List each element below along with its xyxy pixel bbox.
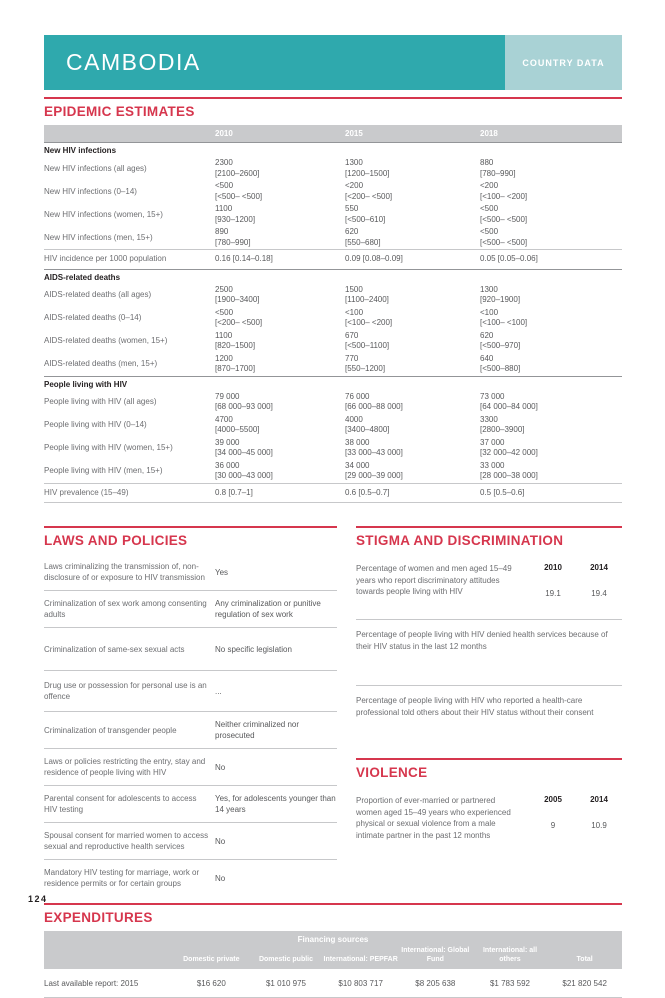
expenditure-value: $10 803 717 <box>338 979 383 988</box>
estimate-value: <500 <box>480 204 499 213</box>
law-value: No <box>215 762 226 772</box>
estimate-range: [64 000–84 000] <box>480 402 538 411</box>
estimate-value: <500 <box>215 181 234 190</box>
laws-row <box>44 671 337 712</box>
estimate-value: 1100 <box>215 330 233 340</box>
two-column-area <box>44 519 622 896</box>
year-header: 2014 <box>590 563 608 572</box>
estimate-value: <500 <box>215 307 234 317</box>
law-label: Criminalization of sex work among consenting adults <box>44 599 207 619</box>
page-number: 124 <box>28 894 48 904</box>
row-label: AIDS-related deaths (women, 15+) <box>44 336 168 345</box>
value-cell <box>480 254 622 265</box>
estimate-value: 1100 <box>215 204 233 213</box>
table-row <box>44 249 622 269</box>
estimate-range: [29 000–39 000] <box>345 471 403 480</box>
row-label: HIV prevalence (15–49) <box>44 487 129 497</box>
country-data-badge: COUNTRY DATA <box>505 35 622 90</box>
expenditure-data-row <box>44 969 622 998</box>
estimate-value: 79 000 <box>215 391 240 401</box>
value-cell <box>480 181 622 202</box>
estimate-value: 1300 <box>345 158 363 167</box>
indicator-label: Percentage of women and men aged 15–49 years who report discriminatory attitudes towards people living with HIV <box>356 564 512 596</box>
estimate-value: 640 <box>480 353 494 363</box>
estimate-value: 2300 <box>215 158 233 167</box>
row-label: People living with HIV (all ages) <box>44 397 157 406</box>
value-cell <box>215 254 345 265</box>
expenditures-table <box>44 931 622 998</box>
row-label: New HIV infections (0–14) <box>44 186 137 196</box>
indicator-row <box>356 554 622 620</box>
estimate-range: [870–1700] <box>215 364 256 373</box>
indicator-label: Percentage of people living with HIV who reported a health-care professional told others about their HIV status without their consent <box>356 696 594 717</box>
estimate-range: [<500–610] <box>345 214 386 224</box>
epidemic-group-header: People living with HIV <box>44 376 622 391</box>
estimate-value: 890 <box>215 227 229 236</box>
table-row <box>44 203 622 226</box>
value-cell <box>345 181 480 202</box>
financing-sources-header: Financing sources <box>297 935 369 944</box>
estimate-value: 0.05 [0.05–0.06] <box>480 254 538 263</box>
value-cell <box>480 285 622 306</box>
indicator-value: 19.1 <box>545 589 561 598</box>
value-cell <box>215 392 345 413</box>
laws-and-policies-heading: LAWS AND POLICIES <box>44 533 188 548</box>
estimate-value: 1300 <box>480 284 498 294</box>
value-cell <box>215 488 345 499</box>
value-cell <box>480 308 622 329</box>
expenditure-column-header: International: all others <box>482 947 538 963</box>
estimate-range: [2100–2600] <box>215 168 260 178</box>
estimate-range: [550–1200] <box>345 364 386 373</box>
row-label: New HIV infections (women, 15+) <box>44 209 163 219</box>
law-label: Drug use or possession for personal use is an offence <box>44 681 207 701</box>
value-cell <box>345 308 480 329</box>
law-label: Laws or policies restricting the entry, stay and residence of people living with HIV <box>44 757 206 777</box>
value-cell <box>345 254 480 265</box>
table-row <box>44 483 622 503</box>
estimate-range: [820–1500] <box>215 341 256 350</box>
laws-row <box>44 628 337 671</box>
estimate-value: 770 <box>345 353 359 363</box>
value-cell <box>480 227 622 248</box>
law-label: Parental consent for adolescents to access HIV testing <box>44 794 197 814</box>
right-column <box>356 519 622 896</box>
estimate-range: [<500–970] <box>480 341 521 350</box>
estimate-value: <500 <box>480 227 499 236</box>
indicator-label: Proportion of ever-married or partnered women aged 15–49 years who experienced physical or sexual violence from a male intimate partner in the past 12 months <box>356 796 511 840</box>
law-value: ... <box>215 686 222 696</box>
epidemic-estimates-section <box>44 97 622 503</box>
estimate-value: 76 000 <box>345 391 370 401</box>
expenditure-value: $21 820 542 <box>562 979 607 988</box>
expenditure-column-header: Total <box>576 955 593 963</box>
estimate-range: [<500– <500] <box>215 191 263 201</box>
estimate-range: [1200–1500] <box>345 168 390 178</box>
value-cell <box>345 438 480 459</box>
estimate-range: [550–680] <box>345 237 381 247</box>
estimate-range: [930–1200] <box>215 214 256 224</box>
value-cell <box>480 158 622 179</box>
indicator-value: 9 <box>550 821 556 830</box>
estimate-range: [920–1900] <box>480 295 521 304</box>
value-cell <box>480 204 622 225</box>
value-cell <box>345 392 480 413</box>
estimate-value: 36 000 <box>215 460 240 470</box>
value-cell <box>215 308 345 329</box>
value-cell <box>345 227 480 248</box>
estimate-value: 4000 <box>345 414 363 424</box>
law-value: Any criminalization or punitive regulation of sex work <box>215 599 321 619</box>
year-header: 2005 <box>544 795 562 804</box>
law-label: Spousal consent for married women to access sexual and reproductive health services <box>44 831 209 851</box>
indicator-value: 10.9 <box>591 821 607 830</box>
epidemic-table-body <box>44 142 622 502</box>
year-header: 2018 <box>480 129 498 138</box>
laws-rows <box>44 554 337 896</box>
value-cell <box>480 392 622 413</box>
estimate-range: [<100– <100] <box>480 318 528 327</box>
expenditure-row-label: Last available report: 2015 <box>44 979 139 988</box>
estimate-range: [<200– <500] <box>215 318 263 327</box>
estimate-range: [<500–880] <box>480 364 521 373</box>
estimate-value: <200 <box>345 181 364 190</box>
estimate-value: 37 000 <box>480 437 505 447</box>
estimate-value: 0.8 [0.7–1] <box>215 487 253 497</box>
epidemic-group-header: AIDS-related deaths <box>44 269 622 284</box>
row-label: New HIV infections (men, 15+) <box>44 232 153 242</box>
value-cell <box>480 415 622 436</box>
value-cell <box>345 461 480 482</box>
value-cell <box>215 285 345 306</box>
value-cell <box>480 354 622 375</box>
indicator-value-columns <box>530 795 622 859</box>
left-column <box>44 519 337 896</box>
indicator-value: 19.4 <box>591 589 607 598</box>
country-title: CAMBODIA <box>44 35 505 90</box>
value-cell <box>215 461 345 482</box>
laws-row <box>44 749 337 786</box>
expenditures-section <box>44 903 622 998</box>
value-cell <box>345 158 480 179</box>
estimate-range: [<100– <200] <box>480 191 528 201</box>
row-label: People living with HIV (0–14) <box>44 420 147 429</box>
law-label: Mandatory HIV testing for marriage, work or residence permits or for certain groups <box>44 868 200 888</box>
value-cell <box>215 158 345 179</box>
estimate-value: 3300 <box>480 414 498 424</box>
estimate-range: [780–990] <box>215 237 251 247</box>
epidemic-table-header <box>44 125 622 142</box>
law-value: No specific legislation <box>215 644 292 654</box>
value-cell <box>345 285 480 306</box>
estimate-range: [68 000–93 000] <box>215 402 273 411</box>
expenditure-column-header: International: PEPFAR <box>323 955 398 963</box>
table-row <box>44 414 622 437</box>
row-label: AIDS-related deaths (0–14) <box>44 313 142 322</box>
year-header: 2014 <box>590 795 608 804</box>
table-row <box>44 460 622 483</box>
law-value: Neither criminalized nor prosecuted <box>215 720 300 740</box>
estimate-range: [<500– <500] <box>480 237 528 247</box>
table-row <box>44 157 622 180</box>
expenditure-column-header: Domestic public <box>258 955 314 963</box>
estimate-value: 620 <box>345 227 359 236</box>
estimate-value: 39 000 <box>215 437 240 447</box>
law-label: Criminalization of same-sex sexual acts <box>44 644 185 654</box>
value-cell <box>480 488 622 499</box>
estimate-value: 0.5 [0.5–0.6] <box>480 487 525 497</box>
table-row <box>44 180 622 203</box>
expenditures-table-header <box>44 931 622 969</box>
row-label: People living with HIV (women, 15+) <box>44 443 173 452</box>
indicator-row <box>356 786 622 871</box>
laws-row <box>44 786 337 823</box>
row-label: New HIV infections (all ages) <box>44 163 147 173</box>
table-row <box>44 391 622 414</box>
epidemic-group-header: New HIV infections <box>44 142 622 157</box>
law-value: Yes <box>215 567 229 577</box>
law-label: Criminalization of transgender people <box>44 725 177 735</box>
section-rule <box>356 526 622 528</box>
estimate-value: <100 <box>345 307 364 317</box>
row-label: AIDS-related deaths (all ages) <box>44 290 152 299</box>
year-header: 2015 <box>345 129 363 138</box>
value-cell <box>215 331 345 352</box>
table-row <box>44 226 622 249</box>
estimate-range: [34 000–45 000] <box>215 448 273 457</box>
laws-row <box>44 860 337 896</box>
value-cell <box>215 204 345 225</box>
laws-row <box>44 554 337 591</box>
value-cell <box>345 415 480 436</box>
value-cell <box>215 227 345 248</box>
expenditure-column-header: International: Global Fund <box>401 947 470 963</box>
value-cell <box>345 331 480 352</box>
value-cell <box>345 354 480 375</box>
estimate-value: 880 <box>480 158 494 167</box>
estimate-value: 620 <box>480 330 494 340</box>
expenditure-value: $16 620 <box>196 979 226 988</box>
indicator-year-column <box>530 795 576 859</box>
country-header-bar <box>44 35 622 90</box>
section-rule <box>356 758 622 760</box>
section-rule <box>44 526 337 528</box>
epidemic-table <box>44 125 622 503</box>
violence-rows <box>356 786 622 871</box>
estimate-range: [3400–4800] <box>345 425 390 434</box>
estimate-range: [<100– <200] <box>345 318 393 327</box>
expenditure-value: $1 010 975 <box>265 979 307 988</box>
estimate-range: [66 000–88 000] <box>345 402 403 411</box>
estimate-value: 38 000 <box>345 437 370 447</box>
table-row <box>44 307 622 330</box>
value-cell <box>480 331 622 352</box>
stigma-heading: STIGMA AND DISCRIMINATION <box>356 533 564 548</box>
estimate-range: [<500–1100] <box>345 341 390 350</box>
estimate-value: 550 <box>345 204 359 213</box>
row-label: People living with HIV (men, 15+) <box>44 466 163 475</box>
value-cell <box>215 354 345 375</box>
law-value: No <box>215 836 226 846</box>
estimate-range: [1100–2400] <box>345 295 389 304</box>
estimate-range: [32 000–42 000] <box>480 448 538 457</box>
section-rule <box>44 97 622 99</box>
estimate-range: [1900–3400] <box>215 295 260 304</box>
table-row <box>44 330 622 353</box>
year-header: 2010 <box>215 129 233 138</box>
estimate-value: <100 <box>480 307 499 317</box>
estimate-range: [780–990] <box>480 168 516 178</box>
law-value: Yes, for adolescents younger than 14 years <box>215 794 336 814</box>
estimate-value: 0.6 [0.5–0.7] <box>345 487 390 497</box>
stigma-and-discrimination-section <box>356 526 622 751</box>
estimate-range: [33 000–43 000] <box>345 448 403 457</box>
expenditure-value: $8 205 638 <box>415 979 456 988</box>
value-cell <box>480 438 622 459</box>
estimate-value: <200 <box>480 181 499 190</box>
estimate-value: 1200 <box>215 353 233 363</box>
value-cell <box>345 204 480 225</box>
estimate-value: 670 <box>345 330 359 340</box>
indicator-value-columns <box>530 563 622 607</box>
stigma-rows <box>356 554 622 751</box>
laws-and-policies-section <box>44 526 337 896</box>
year-header: 2010 <box>544 563 562 572</box>
expenditure-value: $1 783 592 <box>489 979 531 988</box>
estimate-value: 34 000 <box>345 460 370 470</box>
indicator-year-column <box>530 563 576 607</box>
laws-row <box>44 591 337 628</box>
value-cell <box>215 415 345 436</box>
value-cell <box>480 461 622 482</box>
indicator-year-column <box>576 563 622 607</box>
value-cell <box>215 181 345 202</box>
violence-section <box>356 758 622 871</box>
table-row <box>44 437 622 460</box>
estimate-value: 73 000 <box>480 391 505 401</box>
estimate-range: [<200– <500] <box>345 191 393 201</box>
estimate-range: [28 000–38 000] <box>480 471 538 480</box>
indicator-label: Percentage of people living with HIV denied health services because of their HIV status in the last 12 months <box>356 630 608 651</box>
indicator-row <box>356 620 622 686</box>
law-value: No <box>215 873 226 883</box>
table-row <box>44 353 622 376</box>
expenditure-column-header: Domestic private <box>183 955 240 963</box>
row-label: AIDS-related deaths (men, 15+) <box>44 359 158 368</box>
estimate-value: 0.16 [0.14–0.18] <box>215 254 273 263</box>
estimate-range: [2800–3900] <box>480 425 525 434</box>
expenditures-heading: EXPENDITURES <box>44 910 153 925</box>
table-row <box>44 284 622 307</box>
expenditure-column-headers <box>44 947 622 964</box>
law-label: Laws criminalizing the transmission of, non-disclosure of or exposure to HIV transmission <box>44 562 205 582</box>
laws-row <box>44 823 337 860</box>
violence-heading: VIOLENCE <box>356 765 428 780</box>
laws-row <box>44 712 337 749</box>
estimate-range: [<500– <500] <box>480 214 528 224</box>
estimate-value: 0.09 [0.08–0.09] <box>345 254 403 263</box>
estimate-value: 4700 <box>215 414 233 424</box>
value-cell <box>215 438 345 459</box>
estimate-range: [30 000–43 000] <box>215 471 273 480</box>
estimate-value: 1500 <box>345 284 363 294</box>
row-label: HIV incidence per 1000 population <box>44 254 167 264</box>
section-rule <box>44 903 622 905</box>
indicator-year-column <box>576 795 622 859</box>
value-cell <box>345 488 480 499</box>
indicator-row <box>356 686 622 751</box>
epidemic-estimates-heading: EPIDEMIC ESTIMATES <box>44 104 195 119</box>
estimate-value: 33 000 <box>480 460 505 470</box>
estimate-range: [4000–5500] <box>215 425 260 434</box>
estimate-value: 2500 <box>215 284 233 294</box>
